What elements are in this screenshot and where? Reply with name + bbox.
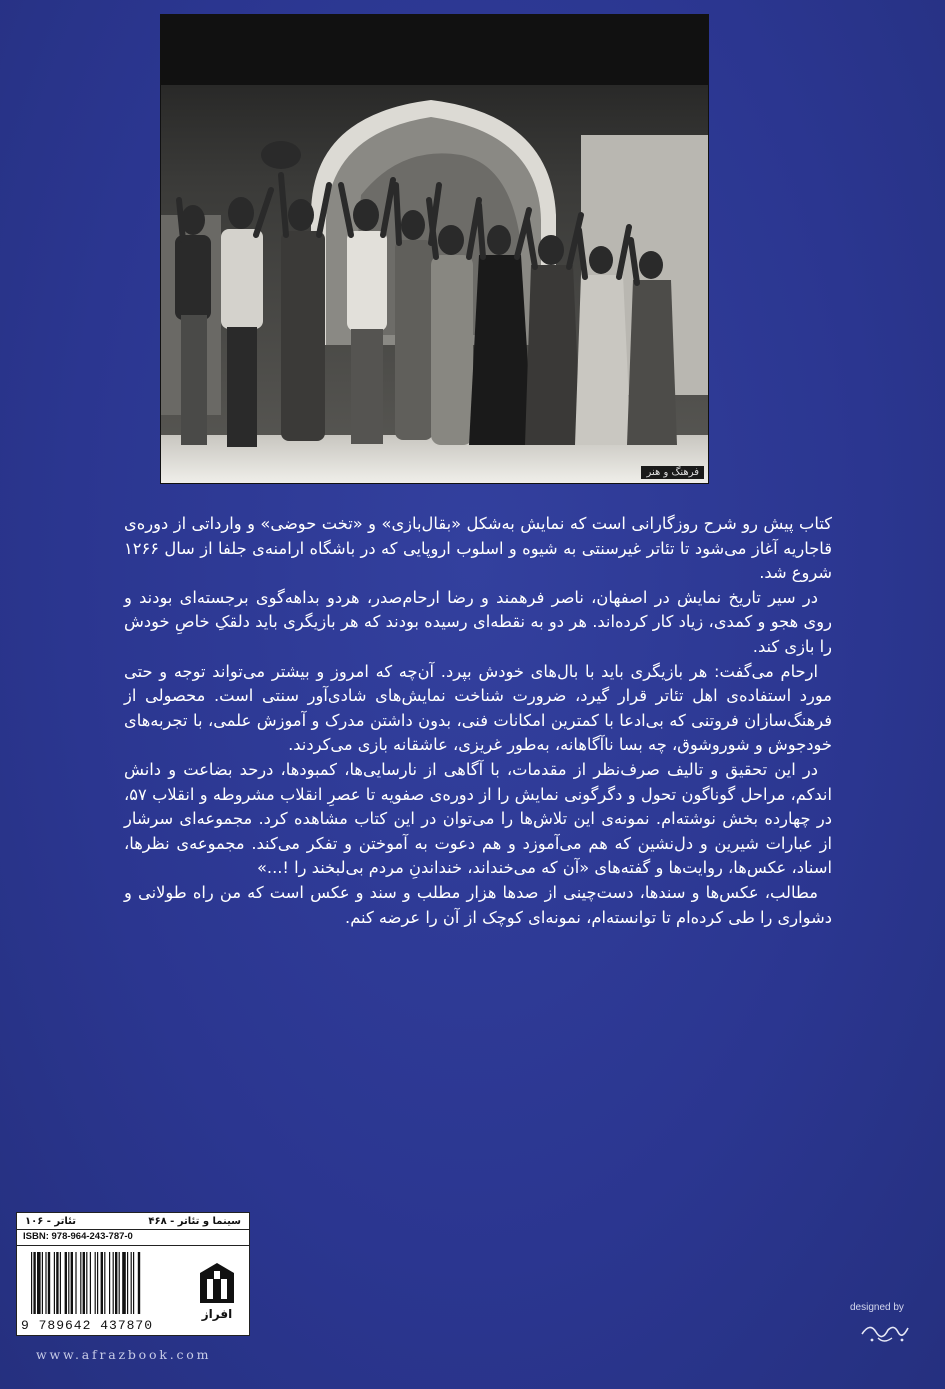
barcode-icon <box>31 1252 181 1314</box>
series-line <box>17 1213 249 1230</box>
cover-photograph <box>160 14 709 484</box>
paragraph-1: کتاب پیش رو شرح روزگارانی است که نمایش به‌شکل «بقال‌بازی» و «تخت حوضی» و وارداتی از دوره‌ی قاجاریه آغاز می‌شود تا تئاتر غیرسنتی به شیوه و اسلوب اروپایی که در باشگاه ارامنه‌ی جلفا از سال ۱۲۶۶ شروع شد. <box>124 514 832 583</box>
paragraph-2: در سیر تاریخ نمایش در اصفهان، ناصر فرهمند و رضا ارحام‌صدر، هردو بداهه‌گوی برجسته‌ای بودند و روی هجو و کمدی، زیاد کار کرده‌اند. هر دو به نقطه‌ای رسیده بودند که هر بازیگری باید دلقکِ خاصِ خودش را بازی کند. <box>124 587 832 656</box>
publisher-logo <box>191 1258 243 1324</box>
photo-caption: فرهنگ و هنر <box>641 466 704 479</box>
barcode-area <box>17 1246 249 1336</box>
barcode-digits: 9 789642 437870 <box>21 1318 154 1333</box>
publisher-website: www.afrazbook.com <box>36 1347 212 1362</box>
paragraph-4: در این تحقیق و تالیف صرف‌نظر از مقدمات، با آگاهی از نارسایی‌ها، کمبودها، درحد بضاعت و دانش اندکم، مراحل گوناگون تحول و دگرگونی نمایش را از دوره‌ی صفویه تا عصرِ انقلاب مشروطه و انقلاب ۵۷، در چهارده بخش نوشته‌ام. نمونه‌ی این تلاش‌ها را می‌توان در این کتاب مشاهده کرد. مجموعه‌ای سرشار از عبارات شیرین و دل‌نشین که هم می‌آموزد و هم دعوت به آموختن و تفکر می‌کند. مجموعه‌ی نظرها، اسناد، عکس‌ها، روایت‌ها و گفته‌های «آن که می‌خنداند، خنداندنِ مردم بی‌لبخند را !...» <box>124 759 832 878</box>
isbn-barcode-box <box>16 1212 250 1336</box>
isbn-number: ISBN: 978-964-243-787-0 <box>17 1230 249 1246</box>
designed-by-label: designed by <box>850 1302 904 1313</box>
series-cinema-theatre: سینما و تئاتر - ۴۶۸ <box>148 1215 241 1227</box>
paragraph-3: ارحام می‌گفت: هر بازیگری باید با بال‌های خودش بپرد. آن‌چه که امروز و بیشتر می‌تواند توجه و حتی مورد استفاده‌ی اهل تئاتر قرار گیرد، ضرورت شناخت نمایش‌های شادی‌آور سنتی است. محصولی از فرهنگ‌سازان فروتنی که بی‌ادعا با کمترین امکانات فنی، بدون داشتن مدرک و آموزش علمی، با تجربه‌های خودجوش و شوروشوق، چه بسا ناآگاهانه، به‌طور غریزی، عاشقانه بازی می‌کردند. <box>124 661 832 755</box>
photo-scene <box>161 15 708 483</box>
paragraph-5: مطالب، عکس‌ها و سندها، دست‌چینی از صدها هزار مطلب و سند و عکس است که من راه طولانی و دشواری را طی کرده‌ام تا توانسته‌ام، نمونه‌ای کوچک از آن را عرضه کنم. <box>124 882 832 927</box>
publisher-logo-icon <box>198 1261 236 1305</box>
back-cover-text <box>124 512 832 930</box>
series-theatre: تئاتر - ۱۰۶ <box>25 1215 76 1227</box>
publisher-logo-text: افراز <box>201 1307 233 1321</box>
designer-signature-icon <box>858 1318 912 1346</box>
